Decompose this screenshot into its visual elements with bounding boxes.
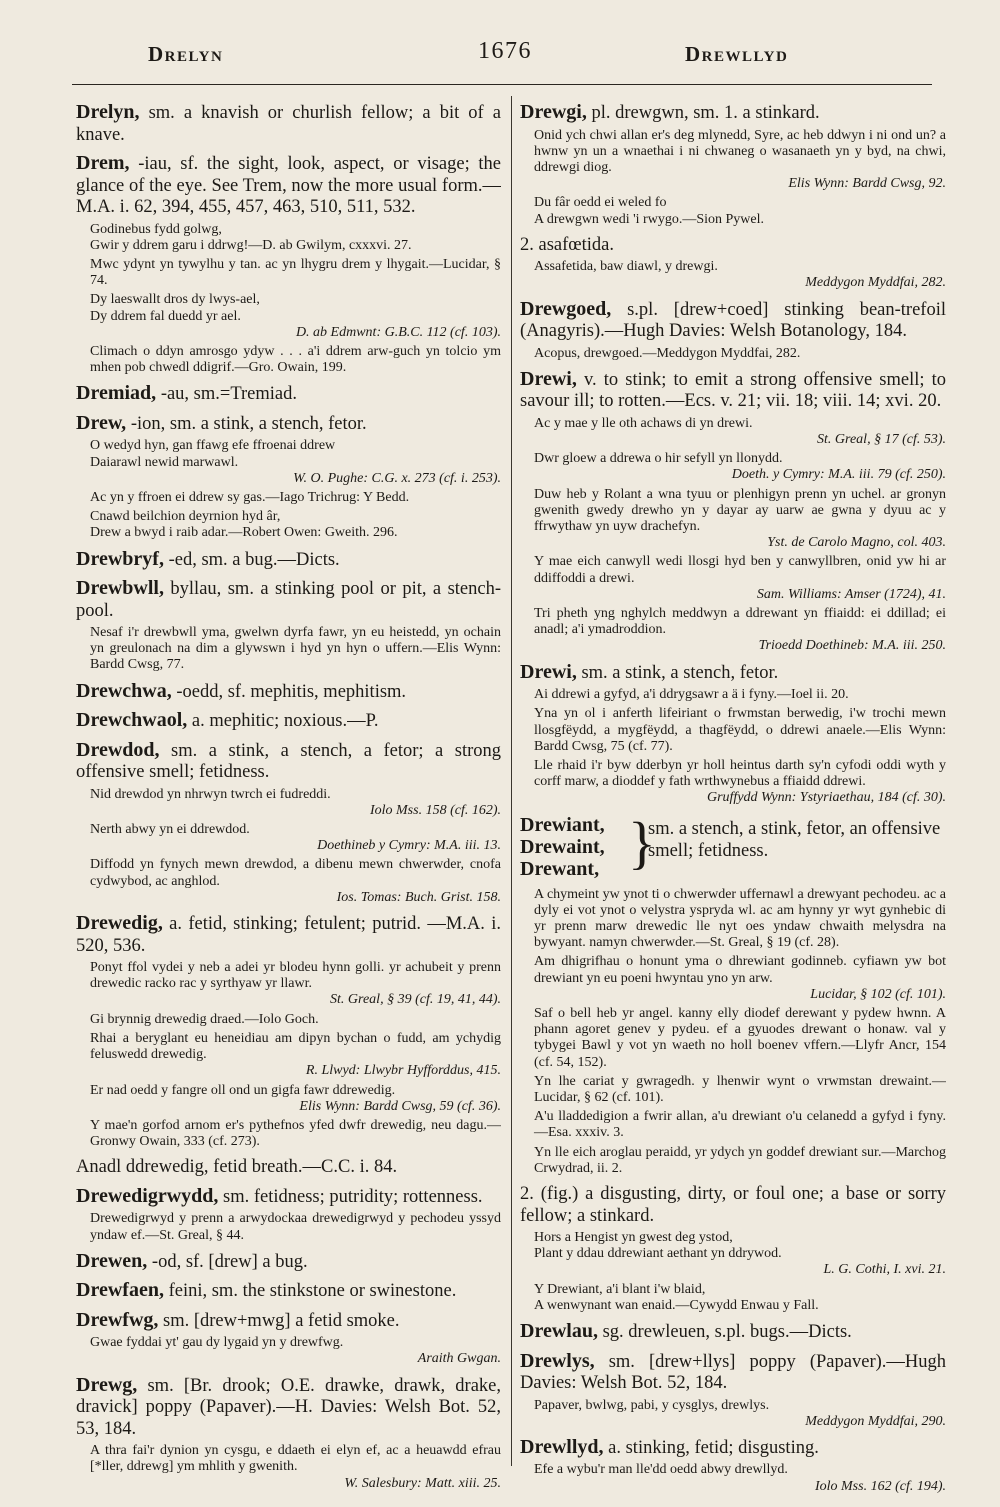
entry-definition-line [76,578,501,622]
right-column-part-a [520,102,946,807]
dictionary-entry [520,102,946,228]
dictionary-entry [76,153,501,376]
entry-definition-line [520,369,946,413]
quote-source: Meddygon Myddfai, 282. [805,275,946,291]
citation-quote [534,606,946,655]
quote-line: Drewedigrwyd y prenn a arwydockaa drewedigrwyd y pechodeu yssyd yndaw ef.—St. Greal, § 44. [90,1211,501,1243]
citation-quote [90,1012,501,1028]
citation-quote [90,857,501,906]
citation-quote [90,222,501,254]
headword: Drewlau, [520,1320,598,1343]
citation-quote [90,1031,501,1080]
entry-definition-line [520,1351,946,1395]
dictionary-entry [76,549,501,572]
entry-definition-line [520,662,946,685]
citation-quote [534,1282,946,1314]
left-guide-word: Drelyn [148,42,224,66]
definition-text: Anadl ddrewedig, fetid breath.—C.C. i. 84. [76,1157,398,1178]
headword: Dremiad, [76,382,157,405]
definition-text: -au, sm.=Tremiad. [160,384,297,405]
quote-line: Dwr gloew a ddrewa o hir sefyll yn llonydd. [534,451,783,467]
dictionary-entry [520,887,946,1177]
quote-source: St. Greal, § 17 (cf. 53). [817,432,946,448]
dictionary-entry [76,1280,501,1303]
dictionary-entry [76,913,501,1150]
quote-source: Doethineb y Cymry: M.A. iii. 13. [317,838,501,854]
citation-quote [534,1145,946,1177]
definition-text: pl. drewgwn, sm. 1. a stinkard. [591,103,820,123]
citation-quote [534,1109,946,1141]
brace-entry [520,809,946,884]
entry-definition-line [76,102,501,146]
quote-source: L. G. Cothi, I. xvi. 21. [823,1262,946,1278]
right-column-part-b [520,887,946,1495]
headword: Drewllyd, [520,1435,604,1458]
quote-source: Trioedd Doethineb: M.A. iii. 250. [758,638,946,654]
quote-source: W. O. Pughe: C.G. x. 273 (cf. i. 253). [293,470,501,486]
definition-text: v. to stink; to emit a strong offensive smell; to savour ill; to rotten.—Ecs. v. 21; vii. 18; viii. 14; xvi. 20. [520,369,946,412]
citation-quote [90,344,501,376]
quote-line: Cnawd beilchion deyrnion hyd âr, [90,509,281,525]
entry-definition-line [520,1184,946,1227]
quote-line: Hors a Hengist yn gwest deg ystod, [534,1230,733,1246]
header-rule [72,84,932,85]
quote-line: Duw heb y Rolant a wna tyuu or plenhigyn prenn yn uchel. ar gronyn gwenith gwedy drewho yn y dayar ay uarw ae gwna y dyuu ac y ffrwythaw yn uyw drachefyn. [534,486,946,535]
brace-headwords [520,814,605,880]
citation-quote [534,416,946,448]
citation-quote [90,490,501,506]
entry-definition-line [76,1310,501,1333]
quote-line: A wenwynant wan enaid.—Cywydd Enwau y Fall. [534,1297,819,1313]
quote-line: Climach o ddyn amrosgo ydyw . . . a'i ddrem arw-guch yn tolcio ym mhen pob chwedl ddigrif.—Gro. Owain, 199. [90,343,501,376]
citation-quote [534,346,946,362]
citation-quote [534,1074,946,1106]
headword: Drewchwaol, [76,709,188,732]
citation-quote [534,706,946,755]
entry-definition-line [76,1157,501,1179]
quote-line: Saf o bell heb yr angel. kanny elly diodef derewant y pydew hwnn. A phann agoret genev y pydeu. ef a gyuodes drewant o honaw. val y tybygei Bawl y vot yn waeth no holl boenev vffern.—Llyfr Ancr, 154 (cf. 54, 152). [534,1006,946,1070]
dictionary-entry [520,1184,946,1314]
headword: Drewbwll, [76,577,164,600]
quote-source: Lucidar, § 102 (cf. 101). [810,986,946,1002]
definition-text: -ion, sm. a stink, a stench, fetor. [130,413,367,434]
citation-quote [90,1211,501,1243]
quote-source: Meddygon Myddfai, 290. [805,1413,946,1429]
right-guide-word: Drewllyd [685,42,789,66]
entry-definition-line [76,710,501,733]
definition-text: sm. a stink, a stench, a fetor; a strong offensive smell; fetidness. [76,740,501,783]
headword: Drelyn, [76,102,140,123]
entry-definition-line [76,1251,501,1274]
definition-text: sm. a knavish or churlish fellow; a bit of a knave. [76,103,501,145]
definition-text: -iau, sf. the sight, look, aspect, or visage; the glance of the eye. See Trem, now the more usual form.—M.A. i. 62, 394, 455, 457, 463, 510, 511, 532. [76,154,501,217]
entry-definition-line [76,153,501,219]
quote-line: Y mae eich canwyll wedi llosgi hyd ben y canwyllbren, onid yw hi ar ddiffoddi a drewi. [534,554,946,586]
entry-definition-line [76,413,501,436]
quote-line: Ac yn y ffroen ei ddrew sy gas.—Iago Trichrug: Y Bedd. [90,489,410,505]
brace-symbol: } [628,809,656,875]
quote-line: Acopus, drewgoed.—Meddygon Myddfai, 282. [534,345,801,361]
headword: Drem, [76,152,130,174]
quote-source: Elis Wynn: Bardd Cwsg, 59 (cf. 36). [299,1098,501,1114]
headword: Drewedig, [76,912,163,935]
definition-text: feini, sm. the stinkstone or swinestone. [168,1281,457,1302]
quote-line: A'u lladdedigion a fwrir allan, a'u drewiant o'u celanedd a gyfyd i fyny.—Esa. xxxiv. 3. [534,1109,946,1141]
citation-quote [534,887,946,952]
dictionary-entry [76,1251,501,1274]
entry-definition-line [76,681,501,704]
citation-quote [534,758,946,807]
headword: Drewen, [76,1249,148,1272]
quote-line: Gwir y ddrem garu i ddrwg!—D. ab Gwilym, cxxxvi. 27. [90,237,412,253]
quote-line: Dy ddrem fal duedd yr ael. [90,308,241,324]
dictionary-entry [520,1437,946,1495]
citation-quote [90,1335,501,1367]
quote-source: Doeth. y Cymry: M.A. iii. 79 (cf. 250). [731,467,946,483]
brace-definition: sm. a stench, a stink, fetor, an offensive smell; fetidness. [648,818,941,861]
page-header [0,38,1000,82]
quote-line: Lle rhaid i'r byw dderbyn yr holl heintus darth sy'n cyfodi oddi wyth y corff marw, a dioddef y fath wrthwynebus a ffiaidd ddrewi. [534,757,946,790]
left-column [76,102,501,1499]
entry-definition-line [76,1186,501,1209]
citation-quote [534,554,946,603]
citation-quote [90,960,501,1009]
dictionary-entry [76,102,501,146]
citation-quote [90,292,501,341]
entry-definition-line [76,549,501,572]
citation-quote [90,1443,501,1492]
entry-definition-line [76,1280,501,1303]
citation-quote [90,625,501,674]
dictionary-entry [76,1310,501,1368]
definition-text: a. mephitic; noxious.—P. [191,711,379,732]
citation-quote [90,257,501,289]
definition-text: -od, sf. [drew] a bug. [151,1251,308,1272]
quote-line: Am dhigrifhau o honunt yma o dhrewiant godinneb. cyfiawn yw bot drewiant yn eu poeni hwyntau yno yn arw. [534,954,946,986]
brace-headword: Drewaint, [520,835,605,858]
dictionary-entry [76,383,501,406]
quote-line: Daiarawl newid marwawl. [90,454,239,470]
definition-text: sm. fetidness; putridity; rottenness. [223,1186,483,1207]
dictionary-entry [76,740,501,906]
headword: Drewgi, [520,102,587,123]
quote-source: Elis Wynn: Bardd Cwsg, 92. [788,176,946,192]
definition-text: sg. drewleuen, s.pl. bugs.—Dicts. [602,1322,852,1343]
citation-quote [90,438,501,487]
entry-definition-line [520,1437,946,1460]
definition-text: sm. [Br. drook; O.E. drawke, drawk, drake, dravick] poppy (Papaver).—H. Davies: Welsh Bot. 52, 53, 184. [76,1375,501,1439]
definition-text: s.pl. [drew+coed] stinking bean-trefoil (Anagyris).—Hugh Davies: Welsh Botanology, 184. [520,299,946,342]
headword: Drew, [76,411,127,434]
headword: Drewlys, [520,1349,595,1372]
quote-line: Ponyt ffol vydei y neb a adei yr blodeu hynn golli. yr achubeit y prenn drewedic racko rac y syrthyaw yr llawr. [90,960,501,992]
citation-quote [534,487,946,552]
quote-line: Godinebus fydd golwg, [90,221,222,237]
column-divider [511,96,512,1466]
quote-line: Dy laeswallt dros dy lwys-ael, [90,292,260,308]
quote-line: Yna yn ol i anferth lifeiriant o frwmstan berwedig, i'w trochi mewn llosgfëydd, a mygfëydd, a thagfëydd, o ddrewi anaele.—Elis Wynn: Bardd Cwsg, 75 (cf. 77). [534,706,946,754]
quote-source: R. Llwyd: Llwybr Hyfforddus, 415. [305,1063,501,1079]
dictionary-entry [520,235,946,292]
citation-quote [534,687,946,703]
entry-definition-line [520,235,946,257]
quote-source: W. Salesbury: Matt. xiii. 25. [344,1475,501,1491]
headword: Drewbryf, [76,547,164,570]
headword: Drewi, [520,660,577,683]
citation-quote [90,1083,501,1115]
citation-quote [534,259,946,291]
quote-line: Yn lhe cariat y gwragedh. y lhenwir wynt o vrwmstan drewaint.—Lucidar, § 62 (cf. 101). [534,1073,946,1106]
quote-line: Du fâr oedd ei weled fo [534,195,667,211]
definition-text: sm. [drew+mwg] a fetid smoke. [163,1310,400,1331]
quote-line: A chymeint yw ynot ti o chwerwder uffernawl a drewyant pechodeu. ac a dyly ei vot ynot o velystra yspryda wl. ac am hynny yr wyt gynhebic di yr prenn marw drewedic lle nyt oes yndaw chwaith melysdra na bywyant. namyn chwerwder.—St. Greal, § 19 (cf. 28). [534,886,946,951]
definition-text: -ed, sm. a bug.—Dicts. [168,549,340,570]
quote-line: Nesaf i'r drewbwll yma, gwelwn dyrfa fawr, yn eu heistedd, yn ochain yn greulonach na dim a glywswn i hyd yn hyn o uffern.—Elis Wynn: Bardd Cwsg, 77. [90,625,501,673]
quote-line: Assafetida, baw diawl, y drewgi. [534,259,718,275]
quote-source: Iolo Mss. 162 (cf. 194). [814,1478,946,1494]
dictionary-entry [76,413,501,542]
citation-quote [534,954,946,1003]
quote-line: Efe a wybu'r man lle'dd oedd abwy drewllyd. [534,1462,788,1478]
entry-definition-line [520,1321,946,1344]
quote-line: Mwc ydynt yn tywylhu y tan. ac yn lhygru drem y lhygait.—Lucidar, § 74. [90,256,501,289]
dictionary-entry [76,1157,501,1179]
dictionary-entry [520,1321,946,1344]
quote-line: Gwae fyddai yt' gau dy lygaid yn y drewfwg. [90,1335,344,1351]
dictionary-entry [76,1375,501,1492]
page-number: 1676 [478,38,532,64]
dictionary-entry [520,662,946,807]
quote-line: Onid ych chwi allan er's deg mlynedd, Syre, ac heb ddwyn i ni ond un? a hwnw yn un a wnaethai i ni chwaneg o wasanaeth yn y byd, na chwi, ddrewgi diog. [534,127,946,175]
citation-quote [90,787,501,819]
headword: Drewg, [76,1373,138,1396]
brace-headword: Drewant, [520,857,600,880]
definition-text: sm. [drew+llys] poppy (Papaver).—Hugh Davies: Welsh Bot. 52, 184. [520,1351,946,1394]
quote-source: Yst. de Carolo Magno, col. 403. [767,535,946,551]
citation-quote [90,822,501,854]
quote-source: D. ab Edmwnt: G.B.C. 112 (cf. 103). [295,324,501,340]
entry-definition-line [76,740,501,784]
headword: Drewi, [520,367,577,390]
dictionary-entry [520,369,946,655]
quote-line: Y mae'n gorfod arnom er's pythefnos yfed dwfr drewedig, neu dagu.—Gronwy Owain, 333 (cf. 273). [90,1117,501,1150]
quote-line: Y Drewiant, a'i blant i'w blaid, [534,1281,706,1297]
definition-text: byllau, sm. a stinking pool or pit, a stench-pool. [76,579,501,621]
quote-line: Ac y mae y lle oth achaws di yn drewi. [534,415,753,431]
citation-quote [534,1398,946,1430]
definition-text: a. stinking, fetid; disgusting. [608,1437,819,1458]
quote-line: Yn lle eich aroglau peraidd, yr ydych yn goddef drewiant sur.—Marchog Crwydrad, ii. 2. [534,1144,946,1176]
quote-line: Papaver, bwlwg, pabi, y cysglys, drewlys. [534,1397,770,1413]
citation-quote [534,128,946,193]
definition-text: 2. (fig.) a disgusting, dirty, or foul one; a base or sorry fellow; a stinkard. [520,1184,946,1226]
quote-source: Iolo Mss. 158 (cf. 162). [369,802,501,818]
citation-quote [534,195,946,227]
quote-line: A drewgwn wedi 'i rwygo.—Sion Pywel. [534,211,765,227]
citation-quote [534,451,946,483]
dictionary-entry [76,710,501,733]
headword: Drewdod, [76,738,160,761]
definition-text: 2. asafœtida. [520,234,615,255]
quote-line: Nerth abwy yn ei ddrewdod. [90,822,250,838]
citation-quote [534,1230,946,1279]
dictionary-entry [520,299,946,362]
quote-source: Gruffydd Wynn: Ystyriaethau, 184 (cf. 30). [706,790,946,806]
entry-definition-line [520,299,946,343]
entry-definition-line [76,383,501,406]
headword: Drewgoed, [520,297,612,320]
citation-quote [534,1462,946,1494]
quote-line: Er nad oedd y fangre oll ond un gigfa fawr ddrewedig. [90,1082,396,1098]
dictionary-entry [76,1186,501,1244]
quote-source: Ios. Tomas: Buch. Grist. 158. [336,889,501,905]
quote-line: Tri pheth yng nghylch meddwyn a ddrewant yn ffiaidd: ei ddillad; ei anadl; a'i ymadroddion. [534,606,946,638]
headword: Drewchwa, [76,679,172,702]
right-column [520,102,946,1502]
entry-definition-line [76,1375,501,1441]
quote-source: Sam. Williams: Amser (1724), 41. [756,586,946,602]
definition-text: sm. a stink, a stench, fetor. [581,662,779,683]
quote-line: Ai ddrewi a gyfyd, a'i ddrygsawr a ä i fyny.—Ioel ii. 20. [534,687,849,703]
quote-line: Diffodd yn fynych mewn drewdod, a dibenu mewn chwerwder, cnofa cydwybod, ac anghlod. [90,857,501,889]
quote-source: Araith Gwgan. [417,1351,501,1367]
brace-headword: Drewiant, [520,813,605,836]
quote-line: O wedyd hyn, gan ffawg efe ffroenai ddrew [90,438,336,454]
citation-quote [90,1118,501,1150]
headword: Drewfwg, [76,1308,159,1331]
dictionary-entry [520,1351,946,1430]
entry-definition-line [520,102,946,125]
quote-line: Gi brynnig drewedig draed.—Iolo Goch. [90,1011,319,1027]
quote-line: Nid drewdod yn nhrwyn twrch ei fudreddi. [90,786,331,802]
dictionary-entry [76,681,501,704]
headword: Drewfaen, [76,1279,164,1302]
quote-line: Plant y ddau ddrewiant aethant yn ddrywod. [534,1246,782,1262]
quote-source: St. Greal, § 39 (cf. 19, 41, 44). [330,992,501,1008]
entry-definition-line [76,913,501,957]
dictionary-entry [76,578,501,674]
definition-text: a. fetid, stinking; fetulent; putrid. —M.A. i. 520, 536. [76,914,501,956]
headword: Drewedigrwydd, [76,1184,219,1207]
quote-line: A thra fai'r dynion yn cysgu, e ddaeth ei elyn ef, ac a heuawdd efrau [*ller, ddrewg] ym mhlith y gwenith. [90,1443,501,1475]
definition-text: -oedd, sf. mephitis, mephitism. [176,681,407,702]
quote-line: Drew a bwyd i raib adar.—Robert Owen: Gweith. 296. [90,525,398,541]
quote-line: Rhai a beryglant eu heneidiau am dipyn bychan o fudd, am ychydig feluswedd drewedig. [90,1030,501,1063]
citation-quote [534,1006,946,1071]
citation-quote [90,509,501,541]
